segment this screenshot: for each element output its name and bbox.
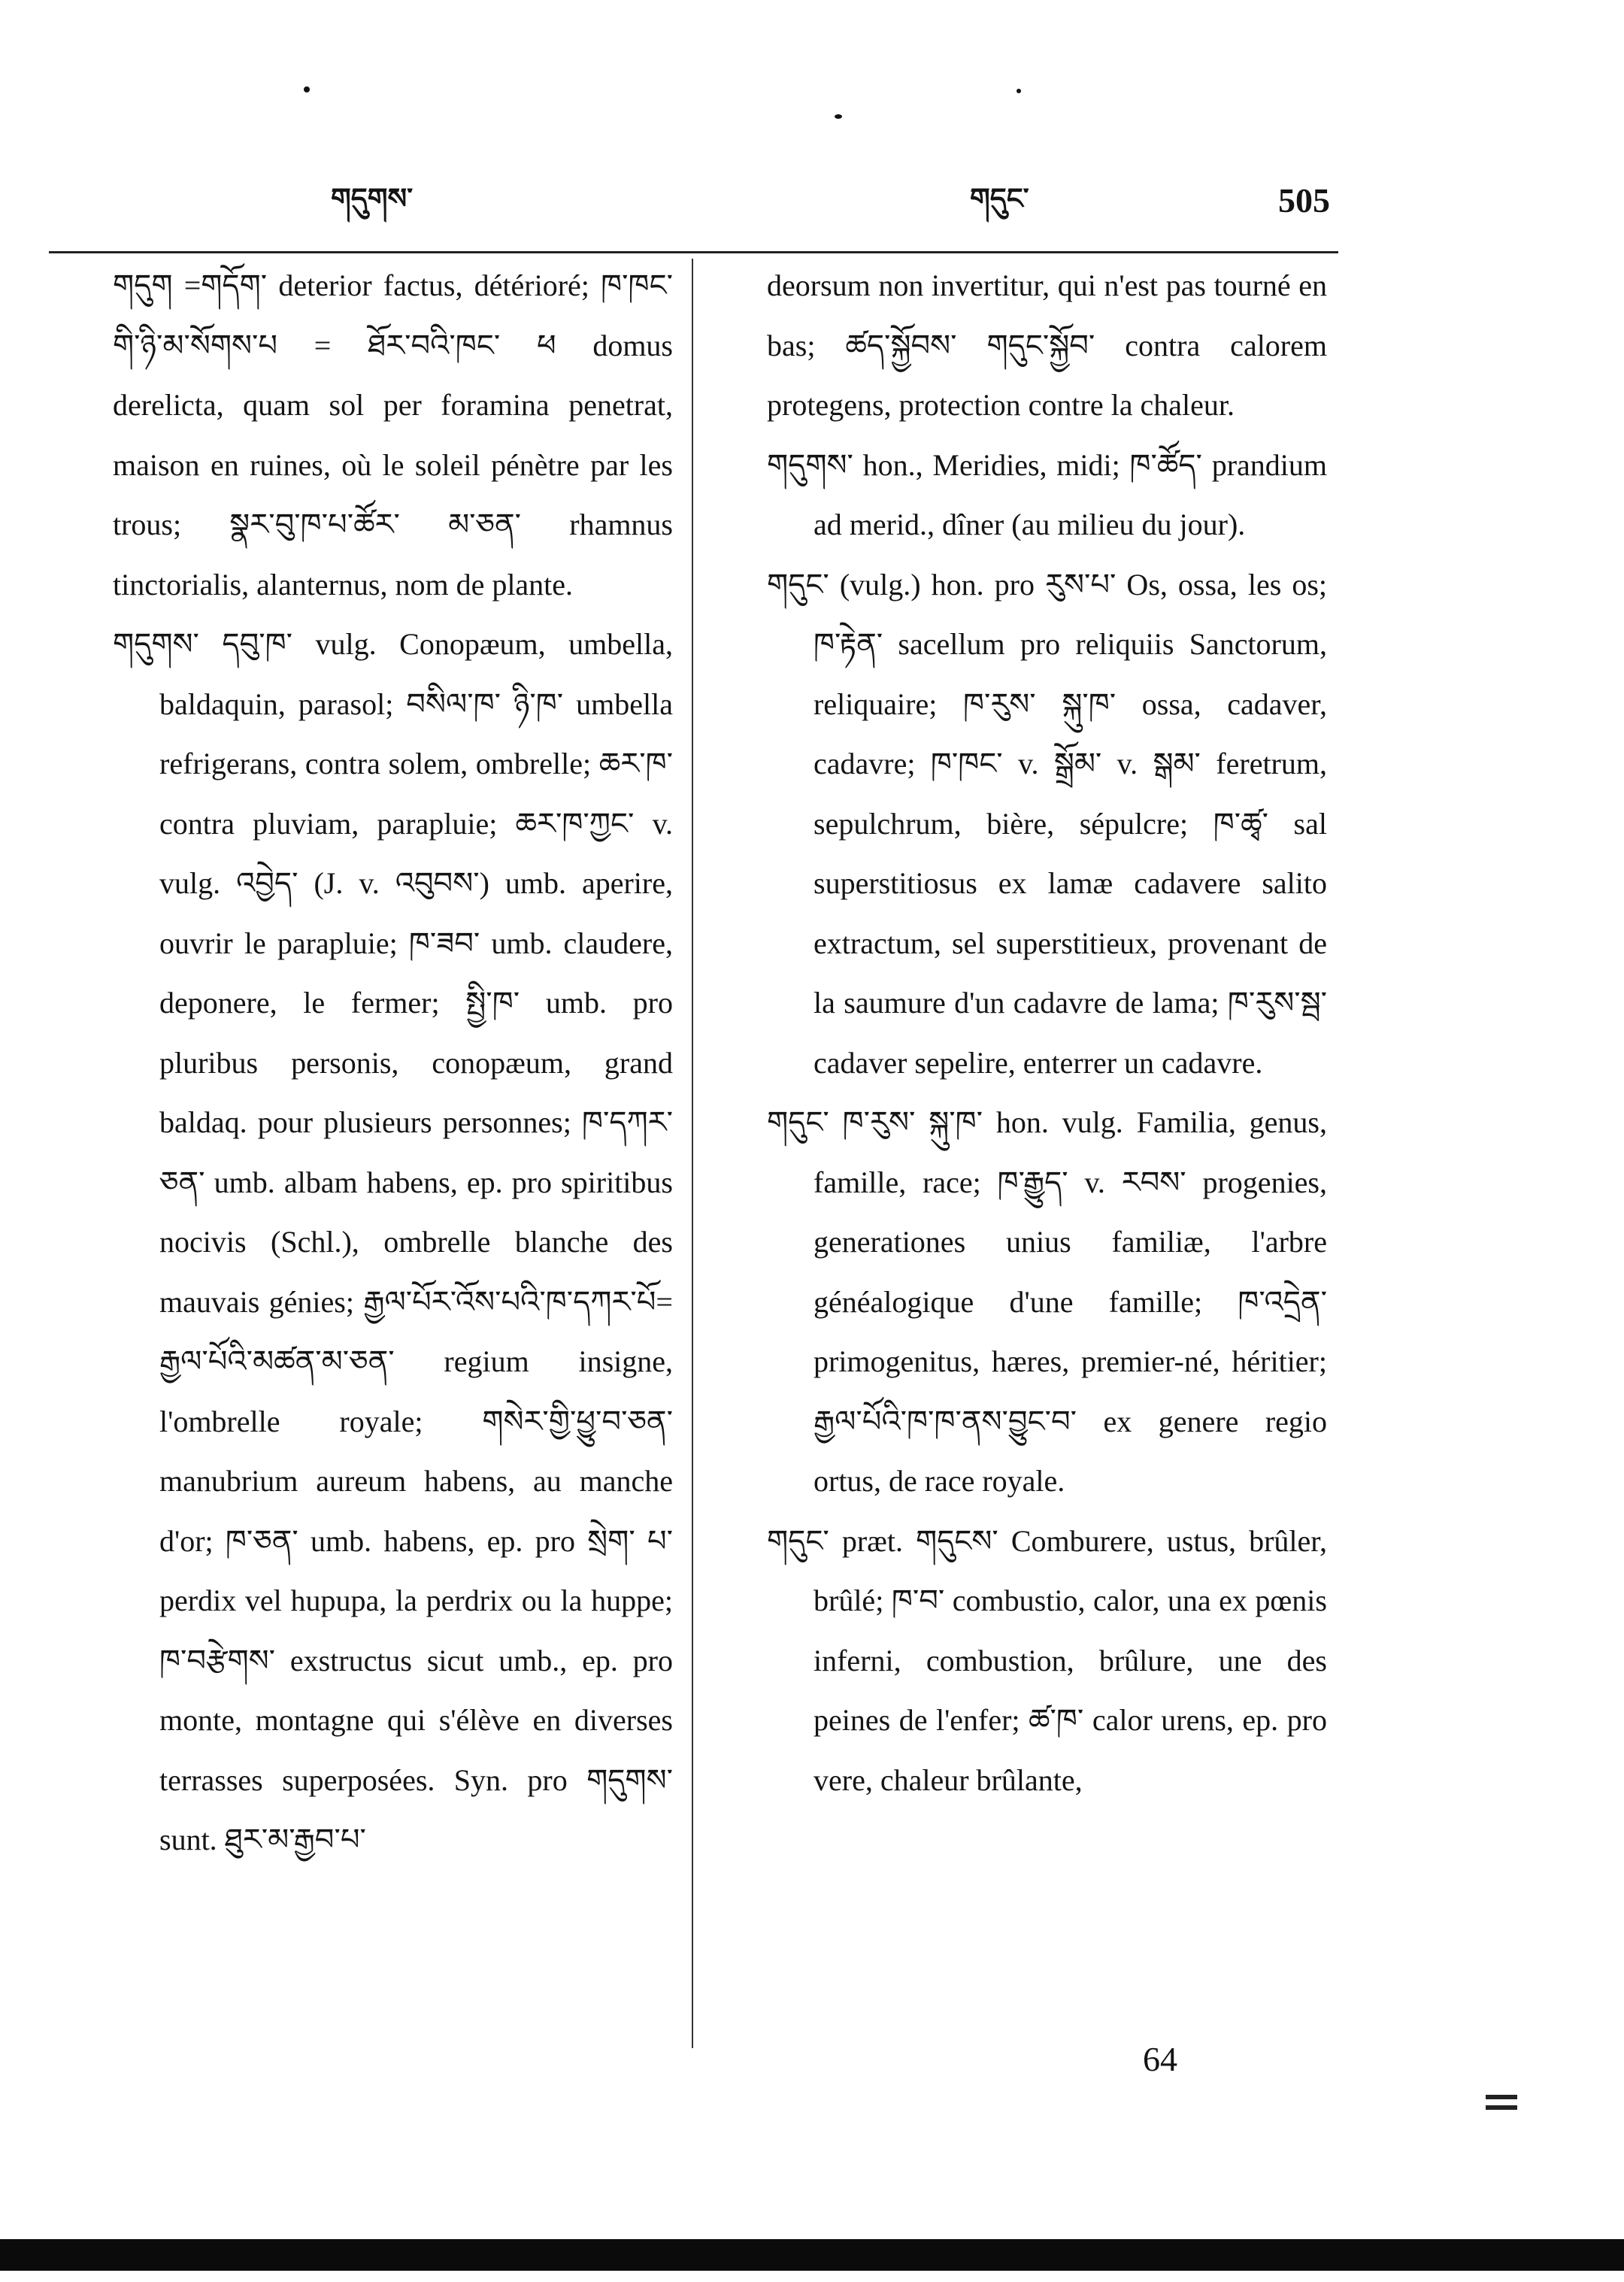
signature-mark: 64 xyxy=(1143,2040,1177,2078)
dictionary-entry: གདུང་ præt. གདུངས་ Comburere, ustus, brûler, brûlé; ཁ་བ་ combustio, calor, una ex pœnis inferni, combustion, brûlure, une des peines de l'enfer; ཚ་ཁ་ calor urens, ep. pro vere, chaleur brûlante, xyxy=(767,1523,1327,1797)
entry-continuation: deorsum non invertitur, qui n'est pas tourné en bas; ཚད་སྐྱོབས་ གདུང་སྐྱོབ་ contra calorem protegens, protection contre la chaleur. xyxy=(767,268,1327,422)
page-number: 505 xyxy=(1278,181,1330,220)
speck xyxy=(1017,89,1021,93)
dictionary-entry: གདུགས་ དབུ་ཁ་ vulg. Conopæum, umbella, baldaquin, parasol; བསིལ་ཁ་ ཉི་ཁ་ umbella refrigerans, contra solem, ombrelle; ཆར་ཁ་ contra pluviam, parapluie; ཆར་ཁ་ཀྱང་ v. vulg. འབྱེད་ (J. v. འབུབས་) umb. aperire, ouvrir le parapluie; ཁ་ཟབ་ umb. claudere, deponere, le fermer; སྤྱི་ཁ་ umb. pro pluribus personis, conopæum, grand baldaq. pour plusieurs personnes; ཁ་དཀར་ཅན་ umb. albam habens, ep. pro spiritibus nocivis (Schl.), ombrelle blanche des mauvais génies; རྒྱལ་པོར་འོས་པའི་ཁ་དཀར་པོ= རྒྱལ་པོའི་མཚན་མ་ཅན་ regium insigne, l'ombrelle royale; གསེར་གྱི་ཕྱུ་བ་ཅན་ manubrium aureum habens, au manche d'or; ཁ་ཅན་ umb. habens, ep. pro སྲེག་ པ་ perdix vel hupupa, la perdrix ou la huppe; ཁ་བརྩེགས་ exstructus sicut umb., ep. pro monte, montagne qui s'élève en diverses terrasses superposées. Syn. pro གདུགས་ sunt. ཐུར་མ་རྒྱབ་པ་ xyxy=(113,627,673,1856)
speck xyxy=(304,86,310,92)
scan-bottom-bar xyxy=(0,2239,1624,2271)
speck xyxy=(835,114,842,119)
dictionary-entry: གདུགས་ hon., Meridies, midi; ཁ་ཚོད་ prandium ad merid., dîner (au milieu du jour). xyxy=(767,447,1327,541)
center-headword: གདུང་ xyxy=(970,182,1029,215)
edge-mark xyxy=(1486,2095,1517,2122)
entry-continuation: གདུག =གདོག་ deterior factus, détérioré; ཁ་ཁང་གི་ཉི་མ་སོགས་པ = ཐོར་བའི་ཁང་ ཕ domus derelicta, quam sol per foramina penetrat, maison en ruines, où le soleil pénètre par les trous; སྣར་བུ་ཁ་པ་ཚོར་ མ་ཅན་ rhamnus tinctorialis, alanternus, nom de plante. xyxy=(113,268,673,602)
header-rule xyxy=(49,251,1338,253)
right-column xyxy=(767,256,1327,1810)
left-headword: གདུགས་ xyxy=(331,182,414,215)
left-column xyxy=(113,256,673,1870)
column-divider xyxy=(692,259,693,2048)
dictionary-entry: གདུང་ ཁ་རུས་ སྐུ་ཁ་ hon. vulg. Familia, genus, famille, race; ཁ་རྒྱུད་ v. རབས་ progenies, generationes unius familiæ, l'arbre généalogique d'une famille; ཁ་འདྲེན་ primogenitus, hæres, premier-né, héritier; རྒྱལ་པོའི་ཁ་ཁ་ནས་བྱུང་བ་ ex genere regio ortus, de race royale. xyxy=(767,1105,1327,1498)
dictionary-entry: གདུང་ (vulg.) hon. pro རུས་པ་ Os, ossa, les os; ཁ་རྟེན་ sacellum pro reliquiis Sanctorum, reliquaire; ཁ་རུས་ སྐུ་ཁ་ ossa, cadaver, cadavre; ཁ་ཁང་ v. སྒྲོམ་ v. སྒམ་ feretrum, sepulchrum, bière, sépulcre; ཁ་ཚྭ་ sal superstitiosus ex lamæ cadavere salito extractum, sel superstitieux, provenant de la saumure d'un cadavre de lama; ཁ་རུས་སྦ་ cadaver sepelire, enterrer un cadavre. xyxy=(767,567,1327,1080)
running-header xyxy=(105,167,1330,242)
